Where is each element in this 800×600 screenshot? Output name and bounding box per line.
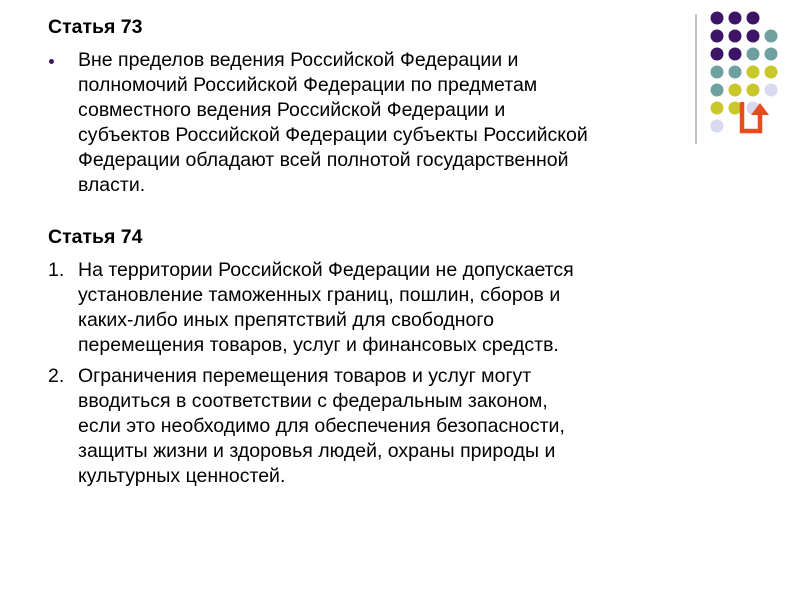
decorative-dot (765, 48, 778, 61)
decorative-dot (711, 84, 724, 97)
text-line: На территории Российской Федерации не допускается (78, 259, 574, 281)
text-line: перемещения товаров, услуг и финансовых средств. (78, 334, 559, 356)
decorative-dot (765, 84, 778, 97)
decorative-dot (711, 30, 724, 43)
text-line: если это необходимо для обеспечения безопасности, (78, 415, 565, 437)
article-74-item-2 (48, 364, 688, 489)
decorative-dot (729, 84, 742, 97)
decorative-dot (711, 12, 724, 25)
curved-arrow-icon (738, 98, 772, 138)
bullet-dot-icon (49, 59, 54, 64)
decorative-dot (765, 66, 778, 79)
text-line: культурных ценностей. (78, 465, 286, 487)
decorative-dot (729, 12, 742, 25)
text-line: Вне пределов ведения Российской Федерации и (78, 49, 519, 71)
decorative-dot (711, 102, 724, 115)
decorative-dot (747, 66, 760, 79)
decorative-dot (729, 30, 742, 43)
decorative-dot (729, 48, 742, 61)
text-line: установление таможенных границ, пошлин, сборов и (78, 284, 561, 306)
text-line: каких-либо иных препятствий для свободного (78, 309, 494, 331)
slide-body (48, 12, 688, 489)
text-line: совместного ведения Российской Федерации и (78, 99, 506, 121)
text-line: защиты жизни и здоровья людей, охраны природы и (78, 440, 556, 462)
text-line: Ограничения перемещения товаров и услуг могут (78, 365, 532, 387)
text-line: субъектов Российской Федерации субъекты Российской (78, 124, 588, 146)
text-line: полномочий Российской Федерации по предметам (78, 74, 538, 96)
article-73-heading: Статья 73 (48, 16, 143, 38)
decorative-dot (765, 30, 778, 43)
item-number: 1. (48, 259, 65, 281)
arrow-shaft (742, 102, 760, 131)
article-73-paragraph (48, 48, 688, 198)
text-line: вводиться в соответствии с федеральным законом, (78, 390, 548, 412)
decorative-dot (711, 48, 724, 61)
item-number: 2. (48, 365, 65, 387)
article-74-heading: Статья 74 (48, 226, 143, 248)
article-74-item-1 (48, 258, 688, 358)
text-line: Федерации обладают всей полнотой государственной (78, 149, 569, 171)
arrow-head (751, 103, 769, 115)
decorative-dot (729, 66, 742, 79)
decorative-dot (711, 66, 724, 79)
decorative-dot (711, 120, 724, 133)
decorative-dot (747, 84, 760, 97)
decorative-dot (747, 30, 760, 43)
decorative-dot (747, 12, 760, 25)
text-line: власти. (78, 174, 146, 196)
decorative-divider-line (695, 14, 697, 144)
decorative-dot (747, 48, 760, 61)
